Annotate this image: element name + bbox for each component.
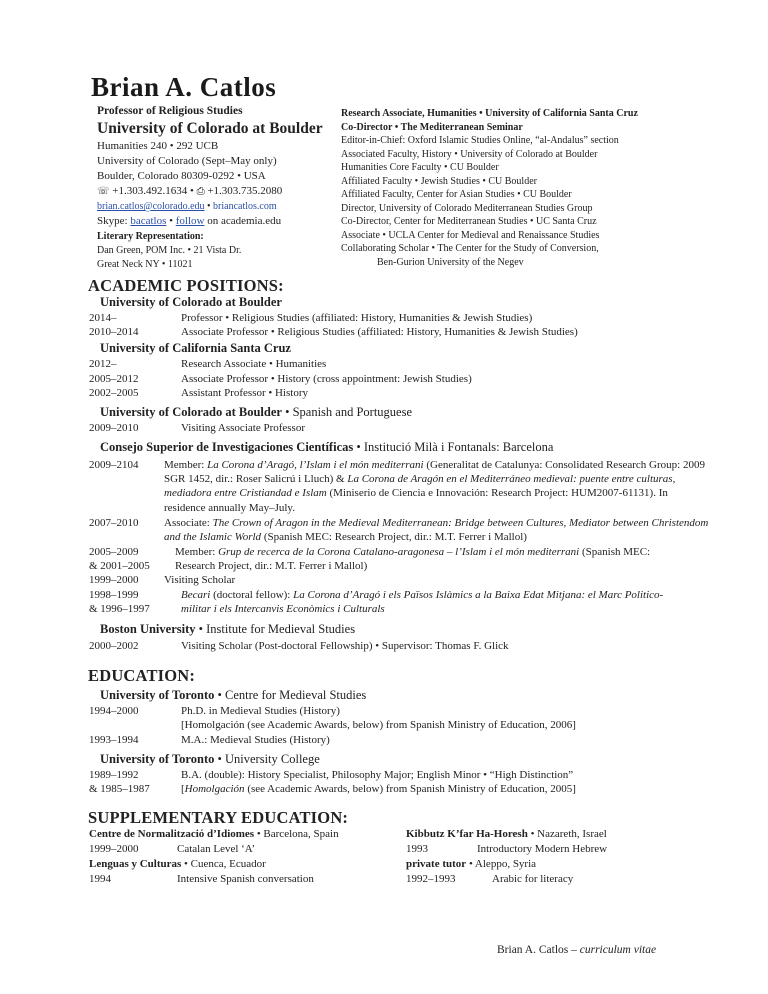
institution-heading: University of Colorado at Boulder: [100, 295, 282, 309]
literary-label: Literary Representation:: [97, 231, 204, 242]
affiliation-item: Affiliated Faculty • Jewish Studies • CU Boulder: [341, 175, 537, 187]
follow-suffix: on academia.edu: [207, 215, 282, 227]
phone-line: [97, 184, 337, 199]
contact-block: [97, 104, 337, 271]
institution-heading: University of Toronto • University College: [100, 752, 320, 766]
institution-heading: University of California Santa Cruz: [100, 341, 291, 355]
degree-row: & 1985–1987 [Homolgación (see Academic Awards, below) from Spanish Ministry of Education, 2005]: [89, 783, 576, 795]
supp-item-detail: 1999–2000 Catalan Level ‘A’: [89, 843, 256, 855]
position-row: 1998–1999 Becari (doctoral fellow): La Corona d’Aragó i els Països Islàmics a la Baixa Edat Mitjana: el Marc Politico-: [89, 589, 664, 601]
degree-row: [Homolgación (see Academic Awards, below) from Spanish Ministry of Education, 2006]: [181, 719, 576, 731]
agent-address: Dan Green, POM Inc. • 21 Vista Dr.: [97, 245, 242, 256]
skype-link[interactable]: bacatlos: [130, 215, 167, 227]
phone-number: +1.303.492.1634: [112, 185, 188, 197]
affiliation-item: Director, University of Colorado Mediterranean Studies Group: [341, 202, 593, 214]
supp-item-detail: 1992–1993 Arabic for literacy: [406, 873, 574, 885]
skype-line: Skype: bacatlos • follow on academia.edu: [97, 215, 282, 227]
email-link[interactable]: brian.catlos@colorado.edu: [97, 201, 205, 212]
follow-link[interactable]: follow: [175, 215, 205, 227]
supp-item: Lenguas y Culturas • Cuenca, Ecuador: [89, 858, 266, 870]
address-line-2: University of Colorado (Sept–May only): [97, 155, 277, 167]
position-row: 2005–2012 Associate Professor • History (cross appointment: Jewish Studies): [89, 373, 472, 385]
position-row: & 1996–1997 militar i els Intercanvis Econòmics i Culturals: [89, 603, 385, 615]
position-row: 2014– Professor • Religious Studies (affiliated: History, Humanities & Jewish Studies): [89, 312, 533, 324]
phone-icon: ☏: [97, 186, 110, 197]
affiliation-item: Co-Director, Center for Mediterranean Studies • UC Santa Cruz: [341, 216, 597, 227]
institution-heading: University of Colorado at Boulder • Spanish and Portuguese: [100, 405, 412, 419]
fax-icon: ⎙: [196, 186, 205, 197]
position-row: 2000–2002 Visiting Scholar (Post-doctoral Fellowship) • Supervisor: Thomas F. Glick: [89, 640, 509, 652]
address-line-3: Boulder, Colorado 80309-0292 • USA: [97, 170, 266, 182]
position-row: 2012– Research Associate • Humanities: [89, 358, 327, 370]
website-link[interactable]: briancatlos.com: [213, 201, 277, 212]
agent-city: Great Neck NY • 11021: [97, 258, 193, 270]
supp-item: Centre de Normalització d’Idiomes • Barcelona, Spain: [89, 828, 339, 840]
affiliation-item: Associate • UCLA Center for Medieval and Renaissance Studies: [341, 229, 600, 241]
affiliation-item: Associated Faculty, History • University of Colorado at Boulder: [341, 148, 598, 160]
position-row: 1999–2000 Visiting Scholar: [89, 574, 236, 586]
affiliation-item: Research Associate, Humanities • University of California Santa Cruz: [341, 108, 638, 119]
position-title: Professor of Religious Studies: [97, 105, 243, 117]
affiliation-item: Co-Director • The Mediterranean Seminar: [341, 121, 523, 133]
email-line: brian.catlos@colorado.edu • briancatlos.com: [97, 201, 277, 212]
page-footer: Brian A. Catlos – curriculum vitae: [497, 944, 657, 956]
degree-row: 1994–2000 Ph.D. in Medieval Studies (History): [89, 705, 340, 717]
cv-name: Brian A. Catlos: [91, 72, 277, 102]
position-entry: 2009–2104 Member: La Corona d’Aragó, l’Islam i el món mediterrani (Generalitat de Catalunya: Consolidated Research Group: 2009 SGR 1452, dir.: Roser Salicrú i Lluch) & La Corona de Aragón en el Mediterráneo medieval: puente entre culturas, mediadora entre Cristiandad e Islam (Miniserio de Ciencia e Innovación: Research Project: HUM2007-61131). In residence annually May–July.: [89, 459, 705, 514]
skype-label: Skype:: [97, 215, 128, 227]
position-row: 2009–2010 Visiting Associate Professor: [89, 422, 305, 434]
degree-row: 1989–1992 B.A. (double): History Specialist, Philosophy Major; English Minor • “High Distinction”: [89, 769, 574, 781]
university-name: University of Colorado at Boulder: [97, 120, 323, 137]
position-row: 2005–2009 Member: Grup de recerca de la Corona Catalano-aragonesa – l’Islam i el món mediterrani (Spanish MEC:: [89, 546, 651, 558]
position-row: & 2001–2005 Research Project, dir.: M.T. Ferrer i Mallol): [89, 560, 368, 572]
section-heading-academic: ACADEMIC POSITIONS:: [88, 276, 284, 295]
affiliation-item: Humanities Core Faculty • CU Boulder: [341, 162, 499, 173]
position-row: 2010–2014 Associate Professor • Religious Studies (affiliated: History, Humanities & Jewish Studies): [89, 326, 578, 338]
separator: •: [189, 185, 194, 197]
supp-item: Kibbutz K’far Ha-Horesh • Nazareth, Israel: [406, 828, 607, 840]
degree-row: 1993–1994 M.A.: Medieval Studies (History): [89, 734, 330, 746]
affiliation-item: Affiliated Faculty, Center for Asian Studies • CU Boulder: [341, 189, 572, 200]
institution-heading: Consejo Superior de Investigaciones Científicas • Institució Milà i Fontanals: Barcelona: [100, 440, 554, 454]
institution-heading: University of Toronto • Centre for Medieval Studies: [100, 688, 367, 702]
fax-number: +1.303.735.2080: [207, 185, 283, 197]
affiliation-item: Collaborating Scholar • The Center for the Study of Conversion,: [341, 243, 599, 254]
address-line-1: Humanities 240 • 292 UCB: [97, 140, 219, 152]
institution-heading: Boston University • Institute for Medieval Studies: [100, 622, 356, 636]
position-row: 2002–2005 Assistant Professor • History: [89, 387, 308, 399]
affiliation-item: Ben-Gurion University of the Negev: [377, 256, 524, 268]
section-heading-supplementary: SUPPLEMENTARY EDUCATION:: [88, 808, 349, 827]
supp-item-detail: 1993 Introductory Modern Hebrew: [406, 843, 608, 855]
affiliations-block: [341, 107, 671, 269]
supp-item: private tutor • Aleppo, Syria: [406, 858, 537, 870]
supp-item-detail: 1994 Intensive Spanish conversation: [89, 873, 314, 885]
section-heading-education: EDUCATION:: [88, 666, 196, 685]
position-entry: 2007–2010 Associate: The Crown of Aragon in the Medieval Mediterranean: Bridge between Cultures, Mediator between Christendom and the Islamic World (Spanish MEC: Research Project, dir.: M.T. Ferrer i Mallol): [89, 517, 709, 544]
affiliation-item: Editor-in-Chief: Oxford Islamic Studies Online, “al-Andalus” section: [341, 135, 619, 146]
